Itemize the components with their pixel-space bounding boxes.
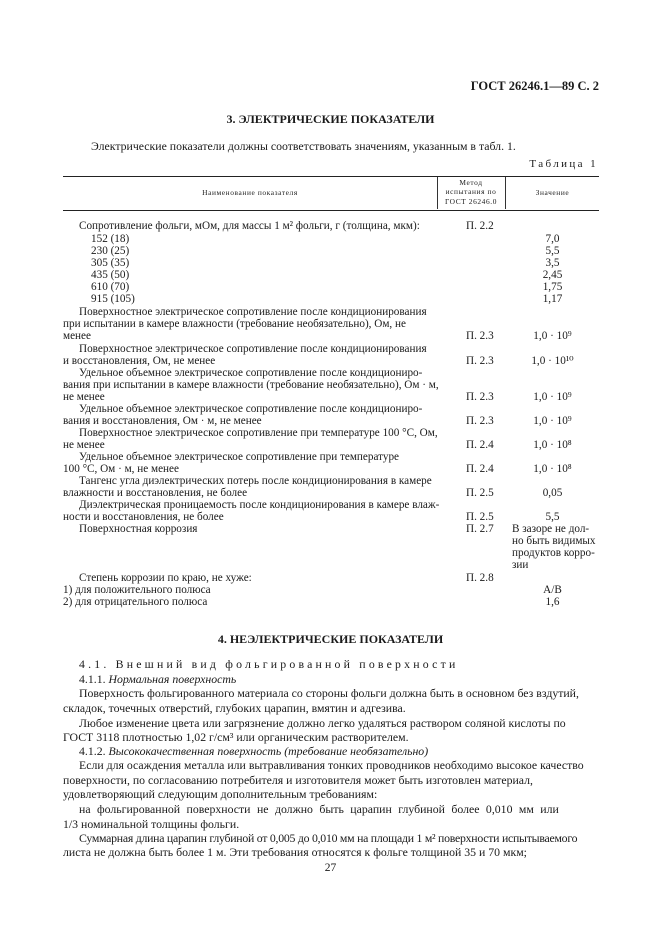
row-name: ности и восстановления, не более	[63, 511, 224, 523]
section-3-title: 3. ЭЛЕКТРИЧЕСКИЕ ПОКАЗАТЕЛИ	[226, 112, 435, 126]
row-value: 1,75	[542, 281, 563, 293]
row-method: П. 2.4	[466, 439, 494, 451]
paragraph: листа не должна быть более 1 м. Эти требования относятся к фольге толщиной 35 и 70 мкм;	[63, 845, 527, 859]
column-header-name: Наименование показателя	[202, 188, 298, 197]
section-3-intro: Электрические показатели должны соответствовать значениям, указанным в табл. 1.	[91, 139, 516, 153]
clause-title: Высококачественная поверхность (требование необязательно)	[108, 744, 429, 758]
row-method: П. 2.5	[466, 511, 494, 523]
paragraph: Любое изменение цвета или загрязнение должно легко удаляться раствором соляной кислоты по	[79, 716, 566, 730]
row-method: П. 2.5	[466, 487, 494, 499]
paragraph: 1/3 номинальной толщины фольги.	[63, 817, 240, 831]
row-name: 435 (50)	[91, 269, 130, 281]
row-value: 1,0 · 10⁸	[533, 463, 572, 475]
row-value: 1,0 · 10⁸	[533, 439, 572, 451]
row-name: 230 (25)	[91, 245, 130, 257]
row-name: Тангенс угла диэлектрических потерь после кондиционирования в камере	[79, 475, 432, 487]
row-name: при испытании в камере влажности (требование необязательно), Ом, не	[63, 318, 406, 330]
row-value: В зазоре не дол-	[512, 523, 590, 535]
row-method: П. 2.3	[466, 355, 494, 367]
row-name: 305 (35)	[91, 257, 130, 269]
clause-title: Нормальная поверхность	[108, 672, 237, 686]
row-name: Диэлектрическая проницаемость после кондиционирования в камере влаж-	[79, 499, 440, 511]
column-header-method: Метод испытания по ГОСТ 26246.0	[444, 178, 498, 206]
page-number: 27	[324, 862, 337, 874]
row-name: не менее	[63, 439, 105, 451]
table-header-rule	[63, 210, 599, 211]
row-name: 915 (105)	[91, 293, 135, 305]
row-method: П. 2.8	[466, 572, 494, 584]
row-value: но быть видимых	[512, 535, 596, 547]
paragraph: 4.1. Внешний вид фольгированной поверхности	[79, 657, 459, 671]
table-caption: Таблица 1	[529, 158, 598, 170]
row-value: 1,0 · 10¹⁰	[531, 355, 574, 367]
paragraph: ГОСТ 3118 плотностью 1,02 г/см³ или органическим растворителем.	[63, 730, 409, 744]
row-value: 1,0 · 10⁹	[533, 330, 572, 342]
row-name: вания и восстановления, Ом · м, не менее	[63, 415, 262, 427]
column-header-value: Значение	[535, 188, 570, 197]
row-value: 5,5	[545, 245, 560, 257]
paragraph: Поверхность фольгированного материала со стороны фольги должна быть в основном без вздутий,	[79, 686, 579, 700]
row-name: Удельное объемное электрическое сопротивление после кондициониро-	[79, 403, 423, 415]
row-name: Удельное объемное электрическое сопротивление после кондициониро-	[79, 367, 423, 379]
row-value: 0,05	[542, 487, 563, 499]
row-name: не менее	[63, 391, 105, 403]
row-value: зии	[512, 559, 529, 571]
paragraph	[63, 672, 599, 687]
row-name: Поверхностное электрическое сопротивление после кондиционирования	[79, 343, 427, 355]
row-value: 1,17	[542, 293, 563, 305]
page-header: ГОСТ 26246.1—89 С. 2	[470, 79, 599, 93]
row-name: влажности и восстановления, не более	[63, 487, 248, 499]
row-method: П. 2.3	[466, 330, 494, 342]
row-method: П. 2.2	[466, 220, 494, 232]
row-value: 1,0 · 10⁹	[533, 415, 572, 427]
clause-number: 4.1.1.	[79, 672, 109, 686]
row-name: Степень коррозии по краю, не хуже:	[79, 572, 252, 584]
paragraph: Суммарная длина царапин глубиной от 0,005 до 0,010 мм на площади 1 м² поверхности испытываемого	[79, 831, 578, 845]
row-value: 2,45	[542, 269, 563, 281]
paragraph: удовлетворяющий следующим дополнительным требованиям:	[63, 787, 378, 801]
row-method: П. 2.3	[466, 415, 494, 427]
paragraph: складок, точечных отверстий, глубоких царапин, вмятин и адгезива.	[63, 701, 406, 715]
clause-number: 4.1.2.	[79, 744, 109, 758]
table-top-rule	[63, 176, 599, 177]
row-value: 1,0 · 10⁹	[533, 391, 572, 403]
row-name: 152 (18)	[91, 233, 130, 245]
row-name: и восстановления, Ом, не менее	[63, 355, 216, 367]
row-value: А/В	[543, 584, 562, 596]
paragraph: на фольгированной поверхности не должно быть царапин глубиной более 0,010 мм или	[79, 802, 559, 816]
row-value: 7,0	[545, 233, 560, 245]
row-name: Поверхностное электрическое сопротивление при температуре 100 °С, Ом,	[79, 427, 438, 439]
row-value: 1,6	[545, 596, 560, 608]
paragraph: поверхности, по согласованию потребителя и изготовителя может быть изготовлен материал,	[63, 773, 533, 787]
row-name: вания при испытании в камере влажности (требование необязательно), Ом · м,	[63, 379, 439, 391]
row-value: продуктов корро-	[512, 547, 595, 559]
row-value: 5,5	[545, 511, 560, 523]
paragraph: Если для осаждения металла или вытравливания тонких проводников необходимо высокое качество	[79, 758, 584, 772]
row-name: менее	[63, 330, 91, 342]
row-name: Поверхностное электрическое сопротивление после кондиционирования	[79, 306, 427, 318]
row-value: 3,5	[545, 257, 560, 269]
paragraph	[63, 744, 599, 759]
row-method: П. 2.4	[466, 463, 494, 475]
row-name: 2) для отрицательного полюса	[63, 596, 208, 608]
row-method: П. 2.7	[466, 523, 494, 535]
row-name: 610 (70)	[91, 281, 130, 293]
row-name: 100 °С, Ом · м, не менее	[63, 463, 179, 475]
row-name: Удельное объемное электрическое сопротивление при температуре	[79, 451, 400, 463]
row-name: 1) для положительного полюса	[63, 584, 211, 596]
row-method: П. 2.3	[466, 391, 494, 403]
section-4-title: 4. НЕЭЛЕКТРИЧЕСКИЕ ПОКАЗАТЕЛИ	[217, 632, 444, 646]
row-name: Поверхностная коррозия	[79, 523, 198, 535]
row-name: Сопротивление фольги, мОм, для массы 1 м² фольги, г (толщина, мкм):	[79, 220, 420, 232]
